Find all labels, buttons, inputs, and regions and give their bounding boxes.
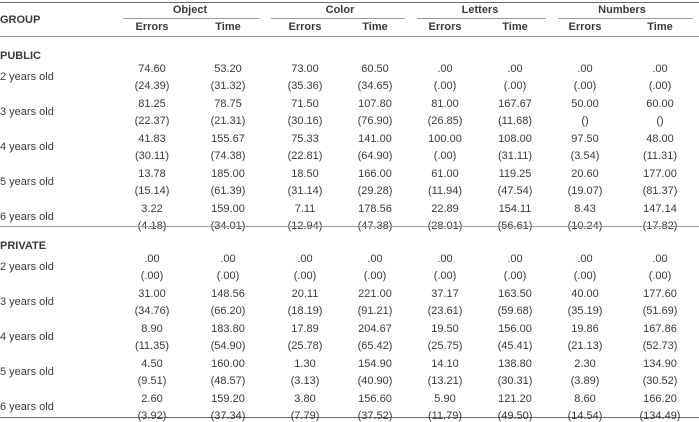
time-header: Time — [362, 21, 388, 33]
sd-cell: (37.52) — [357, 410, 393, 422]
mean-cell: 107.80 — [358, 98, 392, 110]
mean-cell: 156.60 — [358, 393, 392, 405]
mean-cell: 178.56 — [358, 203, 392, 215]
mean-cell: .00 — [144, 253, 160, 265]
age-row-label: 2 years old — [0, 261, 54, 273]
mean-cell: 48.00 — [646, 133, 674, 145]
sd-cell: (.00) — [433, 150, 457, 162]
header-rule — [0, 36, 699, 37]
mean-cell: 13.78 — [138, 168, 166, 180]
sd-cell: (76.90) — [357, 115, 393, 127]
sd-cell: (.00) — [648, 270, 672, 282]
sd-cell: (34.01) — [210, 220, 246, 232]
mean-cell: .00 — [577, 253, 593, 265]
measure-underline — [558, 18, 693, 19]
sd-cell: (.00) — [503, 270, 527, 282]
mean-cell: 8.60 — [574, 393, 596, 405]
sd-cell: (3.54) — [570, 150, 600, 162]
mean-cell: 4.50 — [141, 358, 163, 370]
sd-cell: (30.16) — [287, 115, 323, 127]
mean-cell: 73.00 — [291, 63, 319, 75]
sd-cell: (52.73) — [642, 340, 678, 352]
mean-cell: 14.10 — [431, 358, 459, 370]
sd-cell: (.00) — [648, 80, 672, 92]
sd-cell: (35.36) — [287, 80, 323, 92]
sd-cell: (34.76) — [134, 305, 170, 317]
sd-cell: (.00) — [216, 270, 240, 282]
age-row-label: 6 years old — [0, 401, 54, 413]
mean-cell: 20.11 — [291, 288, 319, 300]
mean-cell: 22.89 — [431, 203, 459, 215]
mean-cell: 156.00 — [498, 323, 532, 335]
mean-cell: 60.00 — [646, 98, 674, 110]
mean-cell: 163.50 — [498, 288, 532, 300]
mean-cell: 155.67 — [211, 133, 245, 145]
sd-cell: (51.69) — [642, 305, 678, 317]
sd-cell: (56.61) — [497, 220, 533, 232]
mean-cell: 134.90 — [643, 358, 677, 370]
errors-header: Errors — [428, 21, 462, 33]
sd-cell: (3.13) — [290, 375, 320, 387]
sd-cell: (23.61) — [427, 305, 463, 317]
mean-cell: 185.00 — [211, 168, 245, 180]
sd-cell: (34.65) — [357, 80, 393, 92]
sd-cell: (31.11) — [497, 150, 533, 162]
mean-cell: 8.90 — [141, 323, 163, 335]
sd-cell: (.00) — [363, 270, 387, 282]
sd-cell: (37.34) — [210, 410, 246, 422]
sd-cell: (7.79) — [290, 410, 320, 422]
sd-cell: (91.21) — [357, 305, 393, 317]
mean-cell: .00 — [437, 63, 453, 75]
mean-cell: 221.00 — [358, 288, 392, 300]
mean-cell: 154.90 — [358, 358, 392, 370]
sd-cell: (11.31) — [642, 150, 678, 162]
mean-cell: 17.89 — [291, 323, 319, 335]
sd-cell: (22.81) — [287, 150, 323, 162]
mean-cell: 2.30 — [574, 358, 596, 370]
group-label: PUBLIC — [0, 50, 41, 62]
mean-cell: 148.56 — [211, 288, 245, 300]
sd-cell: (.00) — [573, 270, 597, 282]
sd-cell: (30.31) — [497, 375, 533, 387]
mean-cell: 7.11 — [294, 203, 316, 215]
measure-header: Object — [172, 4, 208, 16]
mean-cell: .00 — [220, 253, 236, 265]
sd-cell: (3.89) — [570, 375, 600, 387]
mean-cell: 3.80 — [294, 393, 316, 405]
sd-cell: (65.42) — [357, 340, 393, 352]
age-row-label: 4 years old — [0, 141, 54, 153]
sd-cell: (64.90) — [357, 150, 393, 162]
mean-cell: 167.67 — [498, 98, 532, 110]
mean-cell: 81.00 — [431, 98, 459, 110]
measure-header: Letters — [461, 4, 499, 16]
mean-cell: 78.75 — [214, 98, 242, 110]
sd-cell: (40.90) — [357, 375, 393, 387]
sd-cell: (15.14) — [134, 185, 170, 197]
errors-header: Errors — [135, 21, 169, 33]
sd-cell: (28.01) — [427, 220, 463, 232]
sd-cell: (13.21) — [427, 375, 463, 387]
sd-cell: (30.11) — [134, 150, 170, 162]
mean-cell: 74.60 — [138, 63, 166, 75]
mean-cell: .00 — [437, 253, 453, 265]
errors-header: Errors — [288, 21, 322, 33]
sd-cell: (29.28) — [357, 185, 393, 197]
mean-cell: 100.00 — [428, 133, 462, 145]
sd-cell: (14.54) — [567, 410, 603, 422]
sd-cell: (11.79) — [427, 410, 463, 422]
sd-cell: (47.38) — [357, 220, 393, 232]
sd-cell: () — [581, 115, 589, 127]
group-separator-rule — [0, 226, 699, 227]
mean-cell: 20.60 — [571, 168, 599, 180]
mean-cell: 159.00 — [211, 203, 245, 215]
mean-cell: 166.20 — [643, 393, 677, 405]
mean-cell: .00 — [577, 63, 593, 75]
sd-cell: (35.19) — [567, 305, 603, 317]
sd-cell: (31.32) — [210, 80, 246, 92]
sd-cell: (19.07) — [567, 185, 603, 197]
measure-underline — [271, 18, 405, 19]
top-rule — [0, 2, 699, 3]
sd-cell: (66.20) — [210, 305, 246, 317]
sd-cell: (11.94) — [427, 185, 463, 197]
mean-cell: 204.67 — [358, 323, 392, 335]
sd-cell: (.00) — [503, 80, 527, 92]
mean-cell: 154.11 — [498, 203, 532, 215]
errors-header: Errors — [568, 21, 602, 33]
mean-cell: 97.50 — [571, 133, 599, 145]
mean-cell: 177.60 — [643, 288, 677, 300]
mean-cell: 50.00 — [571, 98, 599, 110]
mean-cell: .00 — [652, 63, 668, 75]
time-header: Time — [215, 21, 241, 33]
sd-cell: (9.51) — [137, 375, 167, 387]
sd-cell: (49.50) — [497, 410, 533, 422]
mean-cell: 19.50 — [431, 323, 459, 335]
sd-cell: (.00) — [573, 80, 597, 92]
mean-cell: 177.00 — [643, 168, 677, 180]
mean-cell: 40.00 — [571, 288, 599, 300]
measure-header: Numbers — [598, 4, 646, 16]
mean-cell: 167.86 — [643, 323, 677, 335]
mean-cell: .00 — [507, 63, 523, 75]
sd-cell: (47.54) — [497, 185, 533, 197]
sd-cell: (3.92) — [137, 410, 167, 422]
sd-cell: (59.68) — [497, 305, 533, 317]
sd-cell: (.00) — [140, 270, 164, 282]
mean-cell: 160.00 — [211, 358, 245, 370]
sd-cell: (4.18) — [137, 220, 167, 232]
sd-cell: (11.68) — [497, 115, 533, 127]
mean-cell: 61.00 — [431, 168, 459, 180]
mean-cell: 159.20 — [211, 393, 245, 405]
mean-cell: 183.80 — [211, 323, 245, 335]
mean-cell: 119.25 — [498, 168, 532, 180]
mean-cell: 37.17 — [431, 288, 459, 300]
sd-cell: (31.14) — [287, 185, 323, 197]
sd-cell: (81.37) — [642, 185, 678, 197]
mean-cell: 53.20 — [214, 63, 242, 75]
sd-cell: (.00) — [433, 80, 457, 92]
sd-cell: (.00) — [293, 270, 317, 282]
mean-cell: 19.86 — [571, 323, 599, 335]
age-row-label: 4 years old — [0, 331, 54, 343]
mean-cell: 141.00 — [358, 133, 392, 145]
sd-cell: (10.24) — [567, 220, 603, 232]
measure-underline — [123, 18, 259, 19]
sd-cell: (25.78) — [287, 340, 323, 352]
mean-cell: 1.30 — [294, 358, 316, 370]
mean-cell: .00 — [367, 253, 383, 265]
mean-cell: .00 — [507, 253, 523, 265]
mean-cell: 147.14 — [643, 203, 677, 215]
age-row-label: 6 years old — [0, 211, 54, 223]
sd-cell: (25.75) — [427, 340, 463, 352]
mean-cell: 75.33 — [291, 133, 319, 145]
sd-cell: (11.35) — [134, 340, 170, 352]
mean-cell: 121.20 — [498, 393, 532, 405]
age-row-label: 5 years old — [0, 366, 54, 378]
mean-cell: 41.83 — [138, 133, 166, 145]
age-row-label: 3 years old — [0, 296, 54, 308]
mean-cell: 71.50 — [291, 98, 319, 110]
mean-cell: 60.50 — [361, 63, 389, 75]
time-header: Time — [502, 21, 528, 33]
sd-cell: (.00) — [433, 270, 457, 282]
sd-cell: (24.39) — [134, 80, 170, 92]
measure-header: Color — [325, 4, 355, 16]
mean-cell: 108.00 — [498, 133, 532, 145]
mean-cell: 138.80 — [498, 358, 532, 370]
sd-cell: (17.82) — [642, 220, 678, 232]
sd-cell: (45.41) — [497, 340, 533, 352]
mean-cell: 5.90 — [434, 393, 456, 405]
sd-cell: (134.49) — [639, 410, 681, 422]
age-row-label: 2 years old — [0, 71, 54, 83]
age-row-label: 3 years old — [0, 106, 54, 118]
sd-cell: () — [656, 115, 664, 127]
sd-cell: (48.57) — [210, 375, 246, 387]
mean-cell: 3.22 — [141, 203, 163, 215]
mean-cell: .00 — [297, 253, 313, 265]
age-row-label: 5 years old — [0, 176, 54, 188]
mean-cell: 8.43 — [574, 203, 596, 215]
sd-cell: (54.90) — [210, 340, 246, 352]
measure-underline — [417, 18, 546, 19]
sd-cell: (30.52) — [642, 375, 678, 387]
mean-cell: 166.00 — [358, 168, 392, 180]
sd-cell: (22.37) — [134, 115, 170, 127]
group-header: GROUP — [0, 14, 41, 26]
group-label: PRIVATE — [0, 240, 47, 252]
mean-cell: 18.50 — [291, 168, 319, 180]
mean-cell: 2.60 — [141, 393, 163, 405]
mean-cell: 81.25 — [138, 98, 166, 110]
sd-cell: (26.85) — [427, 115, 463, 127]
sd-cell: (18.19) — [287, 305, 323, 317]
sd-cell: (74.38) — [210, 150, 246, 162]
sd-cell: (21.13) — [567, 340, 603, 352]
sd-cell: (61.39) — [210, 185, 246, 197]
mean-cell: 31.00 — [138, 288, 166, 300]
mean-cell: .00 — [652, 253, 668, 265]
sd-cell: (12.94) — [287, 220, 323, 232]
sd-cell: (21.31) — [210, 115, 246, 127]
time-header: Time — [647, 21, 673, 33]
